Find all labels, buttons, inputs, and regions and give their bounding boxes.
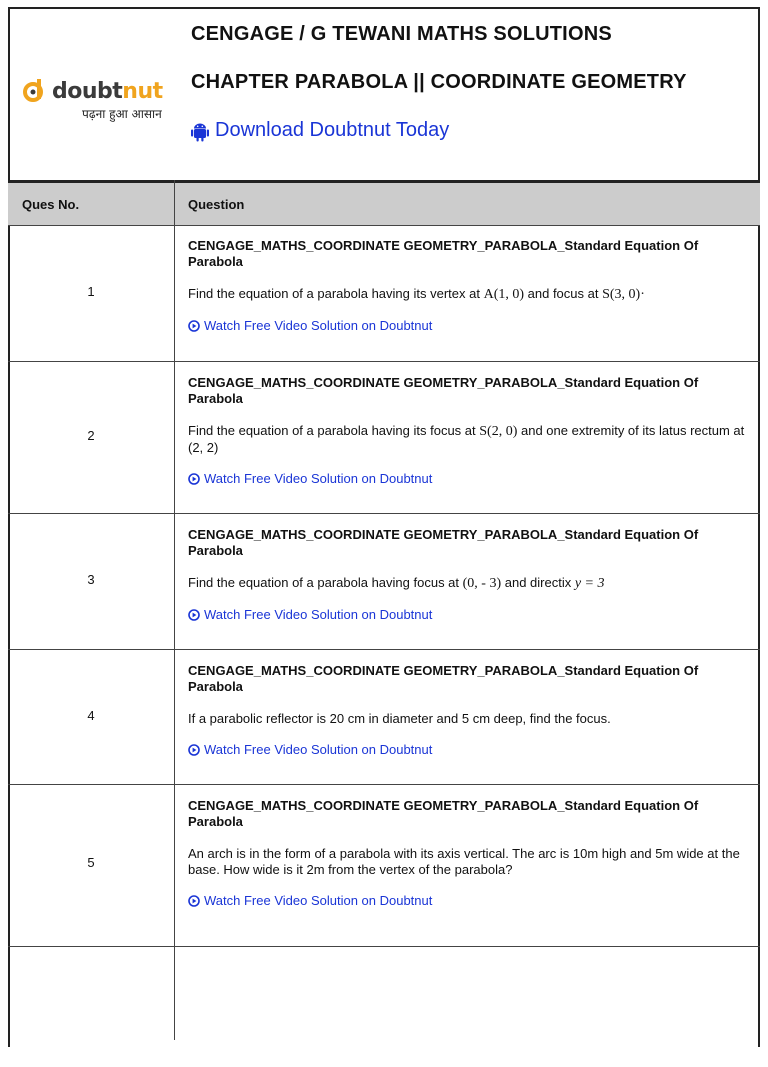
watch-video-link[interactable]: Watch Free Video Solution on Doubtnut bbox=[188, 318, 748, 333]
table-header bbox=[8, 180, 760, 226]
question-tag: CENGAGE_MATHS_COORDINATE GEOMETRY_PARABOLA_Standard Equation Of Parabola bbox=[188, 375, 699, 406]
question-number: 2 bbox=[87, 428, 95, 443]
play-circle-icon bbox=[188, 473, 200, 485]
col-question: Question bbox=[188, 197, 245, 212]
table-row bbox=[8, 362, 760, 514]
logo-tagline: पढ़ना हुआ आसान bbox=[82, 107, 162, 121]
table-row bbox=[8, 650, 760, 785]
question-number: 1 bbox=[87, 284, 95, 299]
question-cell bbox=[188, 375, 748, 486]
play-circle-icon bbox=[188, 895, 200, 907]
col-ques-no: Ques No. bbox=[22, 197, 80, 212]
question-text: If a parabolic reflector is 20 cm in diameter and 5 cm deep, find the focus. bbox=[188, 711, 611, 726]
question-number: 5 bbox=[87, 855, 95, 870]
play-circle-icon bbox=[188, 609, 200, 621]
question-text: Find the equation of a parabola having its focus at S(2, 0) and one extremity of its latus rectum at (2, 2) bbox=[188, 423, 745, 455]
download-label: Download Doubtnut Today bbox=[215, 119, 450, 141]
table-row bbox=[8, 226, 760, 362]
question-number: 4 bbox=[87, 708, 95, 723]
table-row bbox=[8, 514, 760, 650]
table-row bbox=[8, 785, 760, 947]
page-header bbox=[10, 9, 758, 181]
logo-mark-icon bbox=[22, 75, 52, 105]
watch-video-link[interactable]: Watch Free Video Solution on Doubtnut bbox=[188, 607, 748, 622]
question-text: Find the equation of a parabola having focus at (0, - 3) and directix y = 3 bbox=[188, 575, 605, 591]
download-link[interactable] bbox=[191, 119, 449, 142]
question-tag: CENGAGE_MATHS_COORDINATE GEOMETRY_PARABOLA_Standard Equation Of Parabola bbox=[188, 238, 699, 269]
android-icon bbox=[191, 122, 209, 142]
logo-wordmark: doubtnut bbox=[52, 79, 163, 104]
watch-video-link[interactable]: Watch Free Video Solution on Doubtnut bbox=[188, 471, 748, 486]
question-cell bbox=[188, 663, 748, 757]
play-circle-icon bbox=[188, 744, 200, 756]
play-circle-icon bbox=[188, 320, 200, 332]
question-cell bbox=[188, 238, 748, 333]
question-tag: CENGAGE_MATHS_COORDINATE GEOMETRY_PARABOLA_Standard Equation Of Parabola bbox=[188, 663, 699, 694]
question-text: Find the equation of a parabola having its vertex at A(1, 0) and focus at S(3, 0)· bbox=[188, 286, 645, 302]
question-tag: CENGAGE_MATHS_COORDINATE GEOMETRY_PARABOLA_Standard Equation Of Parabola bbox=[188, 798, 699, 829]
book-title: CENGAGE / G TEWANI MATHS SOLUTIONS bbox=[191, 23, 612, 45]
doubtnut-logo bbox=[22, 75, 170, 129]
question-tag: CENGAGE_MATHS_COORDINATE GEOMETRY_PARABOLA_Standard Equation Of Parabola bbox=[188, 527, 699, 558]
chapter-title: CHAPTER PARABOLA || COORDINATE GEOMETRY bbox=[191, 71, 687, 93]
question-cell bbox=[188, 527, 748, 622]
question-number: 3 bbox=[87, 572, 95, 587]
watch-video-link[interactable]: Watch Free Video Solution on Doubtnut bbox=[188, 742, 748, 757]
question-cell bbox=[188, 798, 748, 908]
table-row bbox=[8, 947, 760, 1067]
question-text: An arch is in the form of a parabola with its axis vertical. The arc is 10m high and 5m wide at the base. How wide is it 2m from the vertex of the parabola? bbox=[188, 846, 740, 877]
watch-video-link[interactable]: Watch Free Video Solution on Doubtnut bbox=[188, 893, 748, 908]
document-page bbox=[8, 7, 760, 1047]
